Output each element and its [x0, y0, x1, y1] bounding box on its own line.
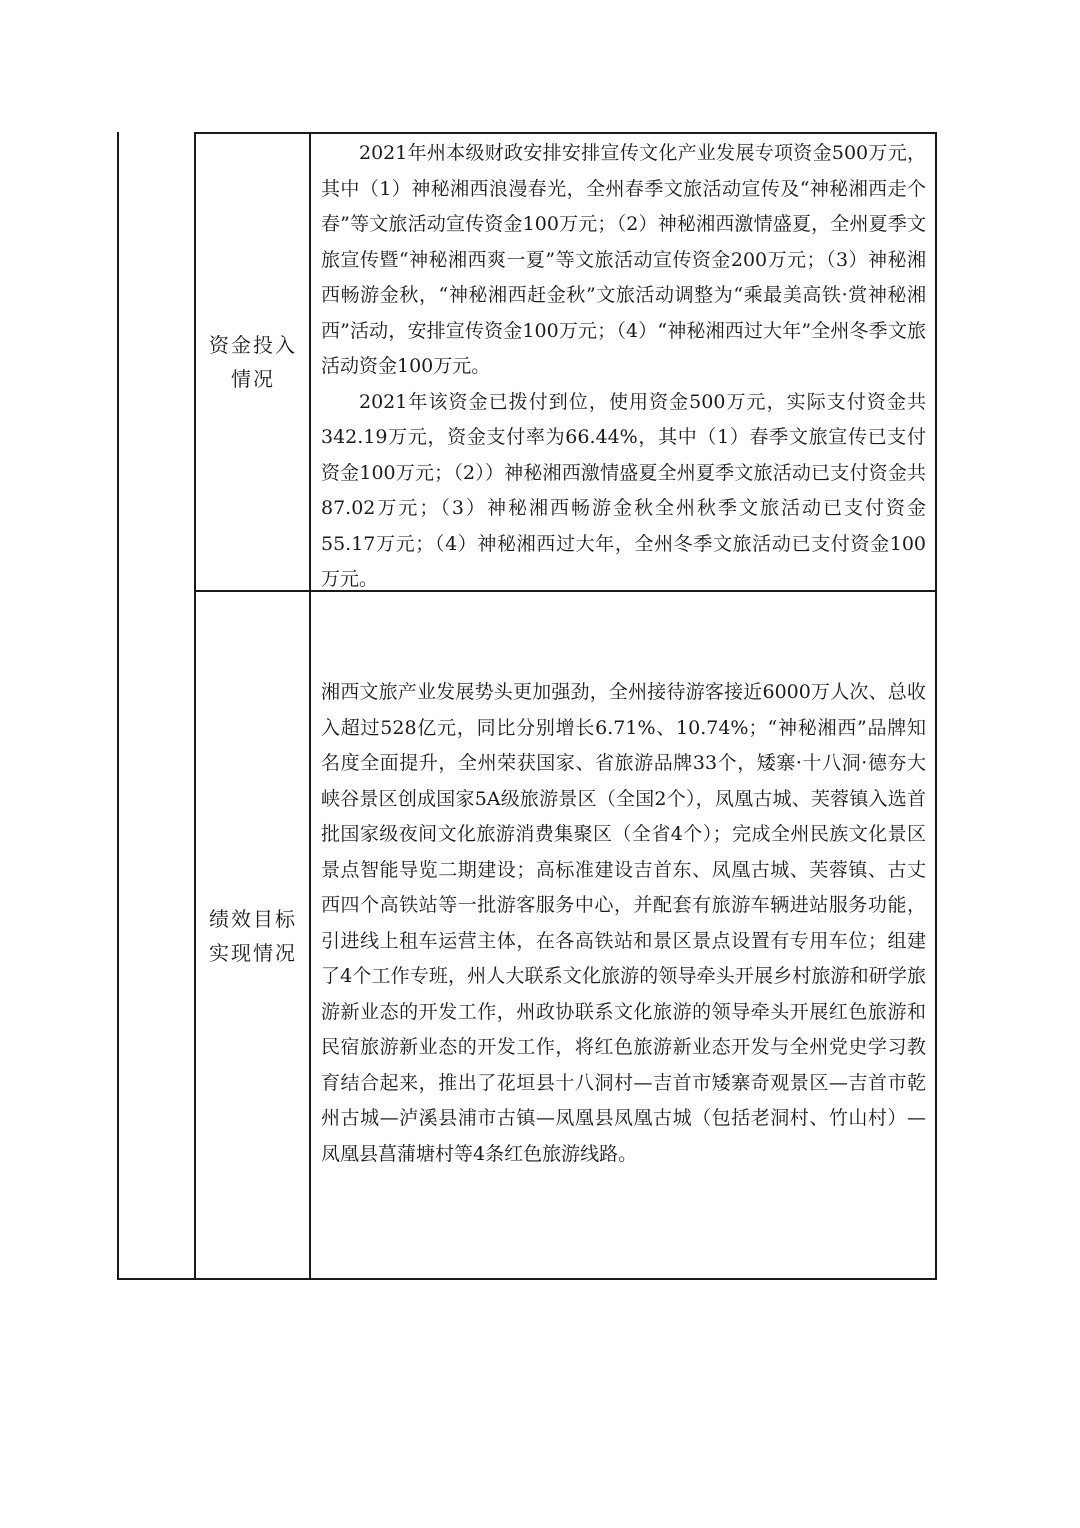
table-border-left	[117, 132, 119, 1280]
paragraph: 湘西文旅产业发展势头更加强劲，全州接待游客接近6000万人次、总收入超过528亿元，同比分别增长6.71%、10.74%；“神秘湘西”品牌知名度全面提升，全州荣获国家、省旅游品牌33个，矮寨·十八洞·德夯大峡谷景区创成国家5A级旅游景区（全国2个），凤凰古城、芙蓉镇入选首批国家级夜间文化旅游消费集聚区（全省4个）；完成全州民族文化景区景点智能导览二期建设；高标准建设吉首东、凤凰古城、芙蓉镇、古丈西四个高铁站等一批游客服务中心，并配套有旅游车辆进站服务功能，引进线上租车运营主体，在各高铁站和景区景点设置有专用车位；组建了4个工作专班，州人大联系文化旅游的领导牵头开展乡村旅游和研学旅游新业态的开发工作，州政协联系文化旅游的领导牵头开展红色旅游和民宿旅游新业态的开发工作，将红色旅游新业态开发与全州党史学习教育结合起来，推出了花垣县十八洞村—吉首市矮寨奇观景区—吉首市乾州古城—泸溪县浦市古镇—凤凰县凤凰古城（包括老洞村、竹山村）—凤凰县菖蒲塘村等4条红色旅游线路。	[321, 681, 926, 1165]
performance-table	[117, 132, 937, 1280]
row-label-line: 绩效目标	[209, 907, 297, 931]
table-border-right	[935, 132, 937, 1280]
table-column-divider-2	[309, 132, 311, 1280]
paragraph: 2021年该资金已拨付到位，使用资金500万元，实际支付资金共342.19万元，资金支付率为66.44%，其中（1）春季文旅宣传已支付资金100万元；（2））神秘湘西激情盛夏全州夏季文旅活动已支付资金共87.02万元；（3）神秘湘西畅游金秋全州秋季文旅活动已支付资金55.17万元；（4）神秘湘西过大年，全州冬季文旅活动已支付资金100万元。	[321, 390, 926, 590]
table-border-bottom	[117, 1278, 937, 1280]
row-label-line: 资金投入	[209, 333, 297, 357]
row-content-funding	[321, 136, 926, 598]
row-label-line: 情况	[231, 367, 275, 391]
table-column-divider-1	[194, 132, 196, 1280]
table-border-top	[194, 132, 937, 134]
paragraph: 2021年州本级财政安排安排宣传文化产业发展专项资金500万元，其中（1）神秘湘西浪漫春光，全州春季文旅活动宣传及“神秘湘西走个春”等文旅活动宣传资金100万元；（2）神秘湘西激情盛夏，全州夏季文旅宣传暨“神秘湘西爽一夏”等文旅活动宣传资金200万元；（3）神秘湘西畅游金秋，“神秘湘西赶金秋”文旅活动调整为“乘最美高铁·赏神秘湘西”活动，安排宣传资金100万元；（4）“神秘湘西过大年”全州冬季文旅活动资金100万元。	[321, 142, 926, 377]
row-label-funding	[196, 328, 310, 396]
row-label-line: 实现情况	[209, 941, 297, 965]
row-content-performance	[321, 675, 926, 1172]
row-label-performance	[196, 902, 310, 970]
